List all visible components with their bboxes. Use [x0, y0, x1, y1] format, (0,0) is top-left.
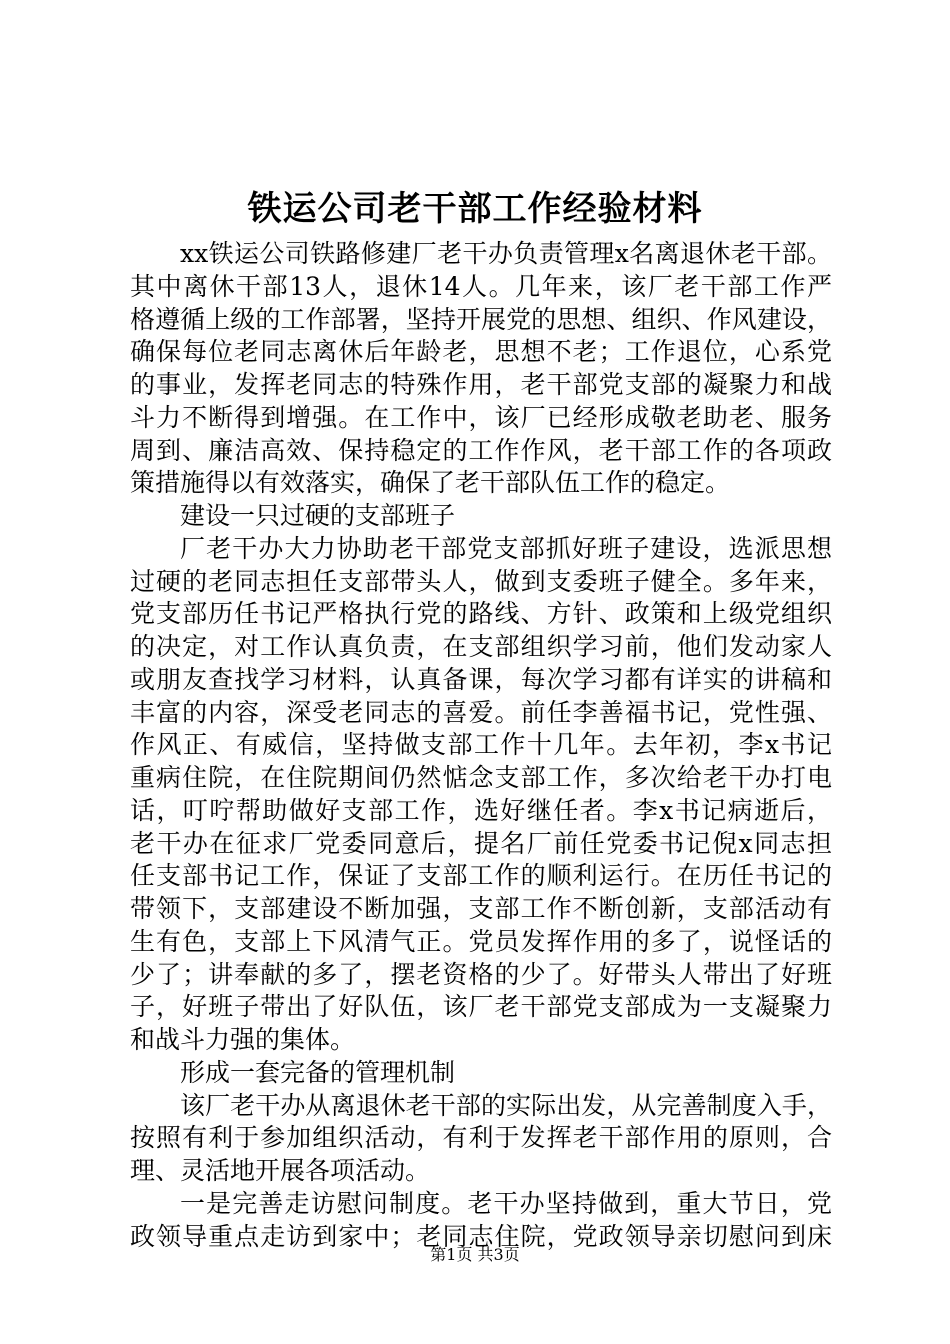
text-line: 策措施得以有效落实，确保了老干部队伍工作的稳定。 — [130, 468, 731, 498]
text-line: 周到、廉洁高效、保持稳定的工作作风，老干部工作的各项政 — [130, 435, 832, 465]
text-line: 党支部历任书记严格执行党的路线、方针、政策和上级党组织 — [130, 599, 832, 629]
text-line: 政领导重点走访到家中；老同志住院，党政领导亲切慰问到床 — [130, 1221, 832, 1251]
page-footer: 第1页 共3页 — [430, 1245, 520, 1264]
text-line: 子，好班子带出了好队伍，该厂老干部党支部成为一支凝聚力 — [130, 992, 832, 1022]
text-line: 斗力不断得到增强。在工作中，该厂已经形成敬老助老、服务 — [130, 402, 832, 432]
text-line: 确保每位老同志离休后年龄老，思想不老；工作退位，心系党 — [130, 337, 832, 367]
text-line: 老干办在征求厂党委同意后，提名厂前任党委书记倪x同志担 — [130, 828, 832, 858]
text-line: 的决定，对工作认真负责，在支部组织学习前，他们发动家人 — [130, 632, 832, 661]
section-heading: 建设一只过硬的支部班子 — [180, 501, 456, 530]
text-line: 生有色，支部上下风清气正。党员发挥作用的多了，说怪话的 — [130, 926, 832, 956]
text-line: 和战斗力强的集体。 — [130, 1025, 356, 1054]
text-line: 作风正、有威信，坚持做支部工作十几年。去年初，李x书记 — [130, 730, 832, 760]
text-line: xx铁运公司铁路修建厂老干办负责管理x名离退休老干部。 — [180, 239, 832, 268]
text-line: 重病住院，在住院期间仍然惦念支部工作，多次给老干办打电 — [130, 763, 832, 792]
text-line: 厂老干办大力协助老干部党支部抓好班子建设，选派思想 — [180, 533, 832, 563]
text-line: 少了；讲奉献的多了，摆老资格的少了。好带头人带出了好班 — [130, 959, 832, 989]
text-line: 话，叮咛帮助做好支部工作，选好继任者。李x书记病逝后， — [130, 795, 832, 825]
text-line: 该厂老干办从离退休老干部的实际出发，从完善制度入手， — [180, 1090, 832, 1120]
text-line: 格遵循上级的工作部署，坚持开展党的思想、组织、作风建设， — [130, 304, 832, 334]
text-line: 其中离休干部13人，退休14人。几年来，该厂老干部工作严 — [130, 271, 832, 301]
text-line: 按照有利于参加组织活动，有利于发挥老干部作用的原则，合 — [130, 1123, 832, 1153]
section-heading: 形成一套完备的管理机制 — [180, 1057, 456, 1087]
text-line: 丰富的内容，深受老同志的喜爱。前任李善福书记，党性强、 — [130, 697, 832, 727]
document-body — [130, 238, 832, 1253]
text-line: 带领下，支部建设不断加强，支部工作不断创新，支部活动有 — [130, 894, 832, 923]
text-line: 过硬的老同志担任支部带头人，做到支委班子健全。多年来， — [130, 566, 832, 596]
document-title: 铁运公司老干部工作经验材料 — [247, 189, 703, 229]
text-line: 一是完善走访慰问制度。老干办坚持做到，重大节日，党 — [180, 1188, 832, 1218]
text-line: 的事业，发挥老同志的特殊作用，老干部党支部的凝聚力和战 — [130, 370, 832, 399]
text-line: 理、灵活地开展各项活动。 — [130, 1156, 431, 1185]
text-line: 任支部书记工作，保证了支部工作的顺利运行。在历任书记的 — [130, 861, 832, 891]
text-line: 或朋友查找学习材料，认真备课，每次学习都有详实的讲稿和 — [130, 664, 832, 694]
